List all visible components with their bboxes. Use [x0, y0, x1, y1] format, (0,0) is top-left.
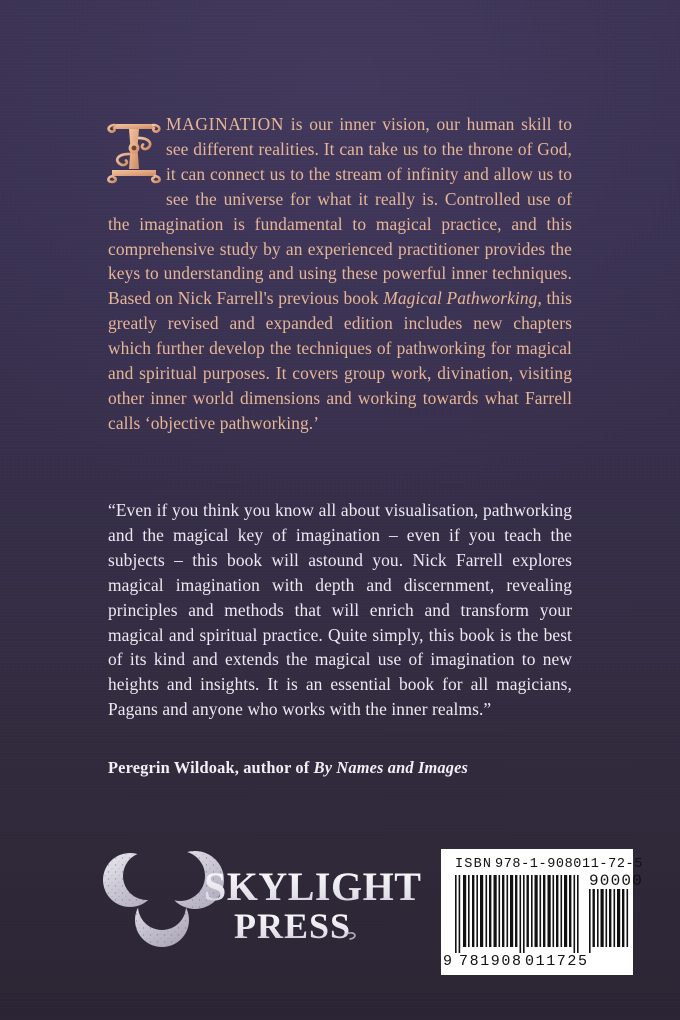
isbn-barcode	[441, 849, 644, 975]
blurb-cited-title: Magical Pathworking	[383, 288, 538, 309]
crescent-moon-bottom-icon	[130, 887, 200, 952]
publisher-name-line-1: SKYLIGHT	[204, 864, 422, 909]
ornate-drop-cap-i-icon	[106, 114, 162, 188]
barcode-ean-lead-digit: 9	[443, 953, 453, 970]
publisher-name-line-2: PRESS	[234, 906, 352, 946]
blurb-body-part-2: , this greatly revised and expanded edition includes new chapters which further develop the techniques of pathworking for magical and spiritual purposes. It covers group work, divination, visiting other inner world dimensions and working towards what Farrell calls ‘objective pathworking.’	[108, 288, 572, 433]
endorsement-quote: “Even if you think you know all about visualisation, pathworking and the magical key of imagination – even if you teach the subjects – this book will astound you. Nick Farrell explores magical imagination with depth and discernment, revealing principles and methods that will enrich and transform your magical and spiritual practice. Quite simply, this book is the best of its kind and extends the magical use of imagination to new heights and insights. It is an essential book for all magicians, Pagans and anyone who works with the inner realms.”	[108, 500, 572, 720]
quote-attribution	[108, 757, 572, 779]
barcode-price-code: 90000	[589, 872, 644, 890]
attribution-work-title: By Names and Images	[313, 758, 469, 777]
blurb-paragraph	[108, 112, 572, 436]
attribution-author: Peregrin Wildoak, author of	[108, 758, 314, 777]
publisher-logo	[100, 842, 422, 962]
blurb-body-part-1: is our inner vision, our human skill to see different realities. It can take us to the throne of God, it can connect us to the stream of infinity and allow us to see the universe for what it really is. Controlled use of the imagination is fundamental to magical practice, and this comprehensive study by an experienced practitioner provides the keys to understanding and using these powerful inner techniques. Based on Nick Farrell's previous book	[108, 114, 572, 309]
barcode-isbn-label: ISBN	[455, 857, 493, 872]
blurb-lead-smallcaps: MAGINATION	[166, 114, 285, 134]
barcode-isbn-number: 978-1-908011-72-5	[495, 857, 643, 872]
barcode-ean-left-group: 781908	[459, 953, 523, 970]
barcode-ean-right-group: 011725	[525, 953, 589, 970]
